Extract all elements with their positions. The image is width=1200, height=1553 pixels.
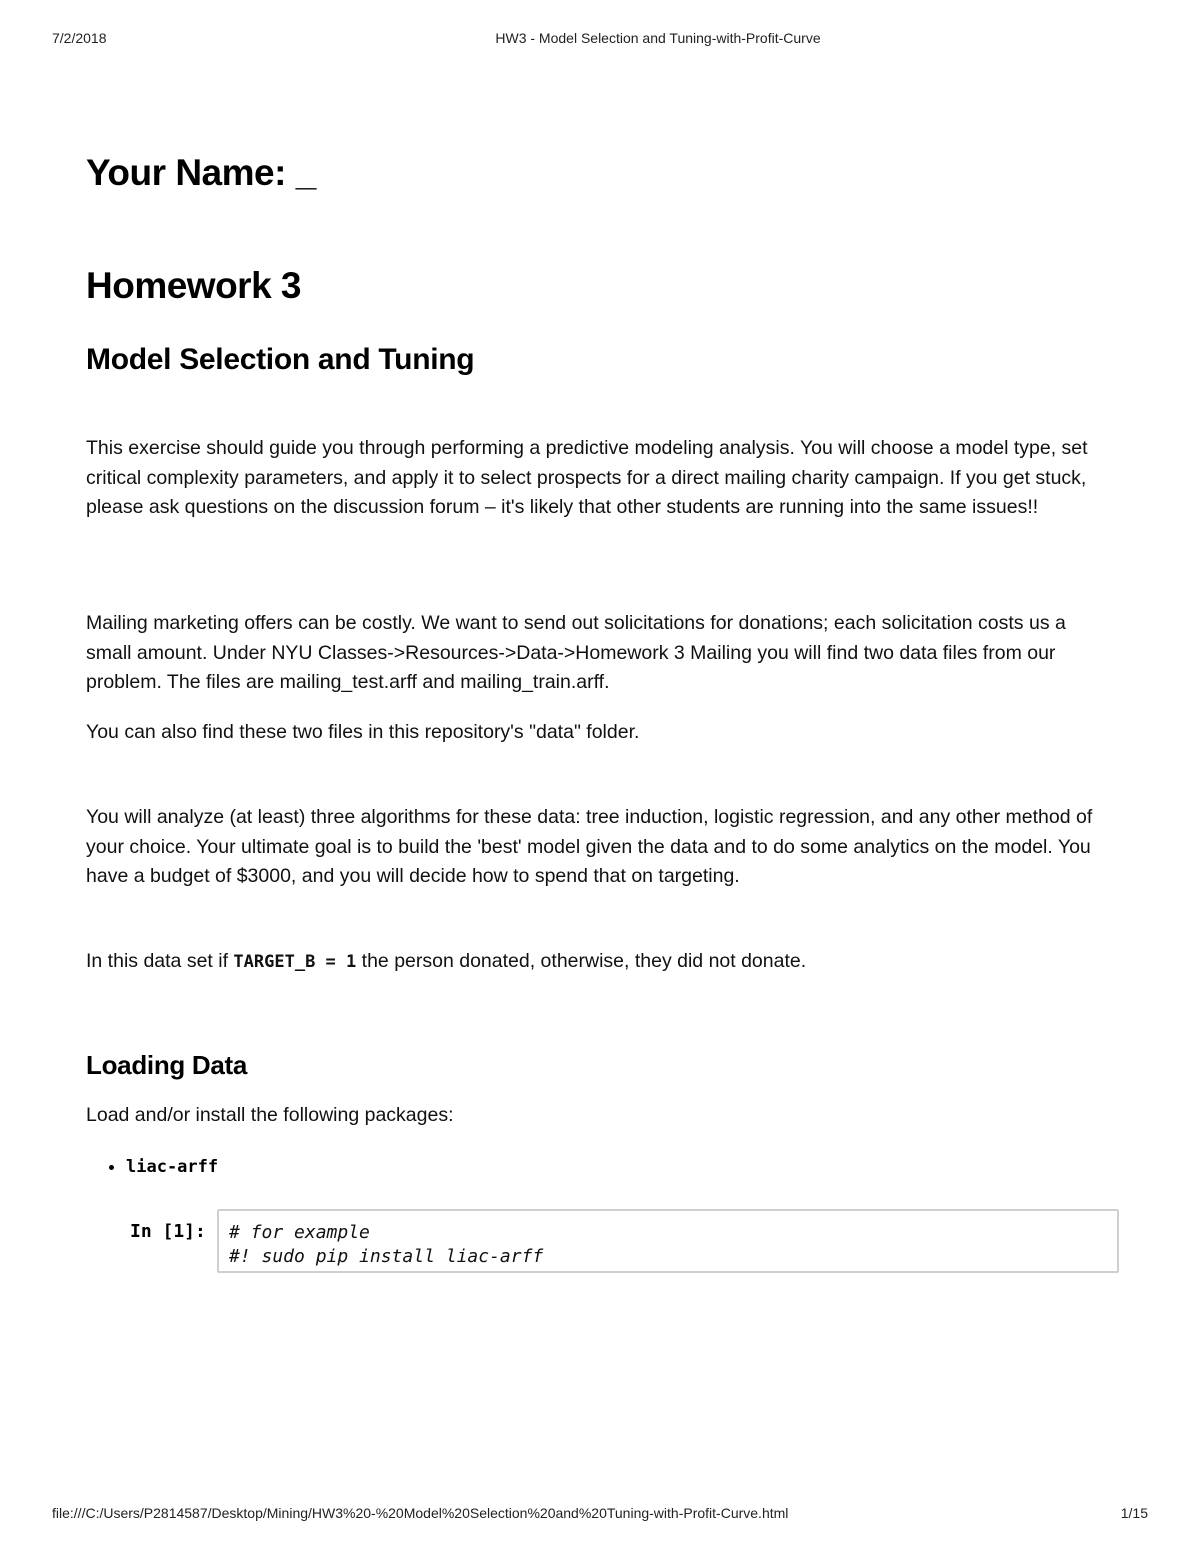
- cell-input[interactable]: [217, 1209, 1119, 1273]
- subtitle-heading: Model Selection and Tuning: [86, 343, 475, 376]
- target-code: TARGET_B = 1: [233, 952, 357, 972]
- mailing-paragraph: Mailing marketing offers can be costly. We want to send out solicitations for donations; each solicitation costs us a small amount. Under NYU Classes->Resources->Data->Homework 3 Mailing you will find two data files from our problem. The files are mailing_test.arff and mailing_train.arff.: [86, 612, 1066, 693]
- code-line: #! sudo pip install liac-arff: [229, 1246, 544, 1267]
- intro-paragraph: This exercise should guide you through performing a predictive modeling analysis. You will choose a model type, set critical complexity parameters, and apply it to select prospects for a direct mailing charity campaign. If you get stuck, please ask questions on the discussion forum – it's likely that other students are running into the same issues!!: [86, 437, 1088, 518]
- code-line: # for example: [229, 1222, 370, 1243]
- load-paragraph: Load and/or install the following packages:: [86, 1104, 454, 1126]
- cell-prompt: In [1]:: [130, 1221, 206, 1242]
- target-paragraph: [86, 947, 1116, 978]
- loading-data-heading: Loading Data: [86, 1050, 248, 1080]
- target-text-pre: In this data set if: [86, 950, 234, 972]
- print-date: 7/2/2018: [52, 30, 107, 46]
- target-text-post: the person donated, otherwise, they did not donate.: [356, 950, 807, 972]
- print-title: HW3 - Model Selection and Tuning-with-Profit-Curve: [495, 30, 821, 46]
- package-list: [86, 1152, 218, 1181]
- repo-paragraph: You can also find these two files in this repository's "data" folder.: [86, 721, 640, 743]
- name-heading: Your Name: _: [86, 152, 316, 193]
- list-item: [126, 1152, 218, 1181]
- print-header: [0, 30, 1200, 50]
- package-name: liac-arff: [126, 1157, 219, 1177]
- homework-heading: Homework 3: [86, 265, 302, 306]
- page-number: 1/15: [1120, 1505, 1148, 1521]
- algorithms-paragraph: You will analyze (at least) three algorithms for these data: tree induction, logistic regression, and any other method of your choice. Your ultimate goal is to build the 'best' model given the data and to do some analytics on the model. You have a budget of $3000, and you will decide how to spend that on targeting.: [86, 806, 1093, 887]
- file-path: file:///C:/Users/P2814587/Desktop/Mining/HW3%20-%20Model%20Selection%20and%20Tuning-with-Profit-Curve.html: [52, 1505, 789, 1521]
